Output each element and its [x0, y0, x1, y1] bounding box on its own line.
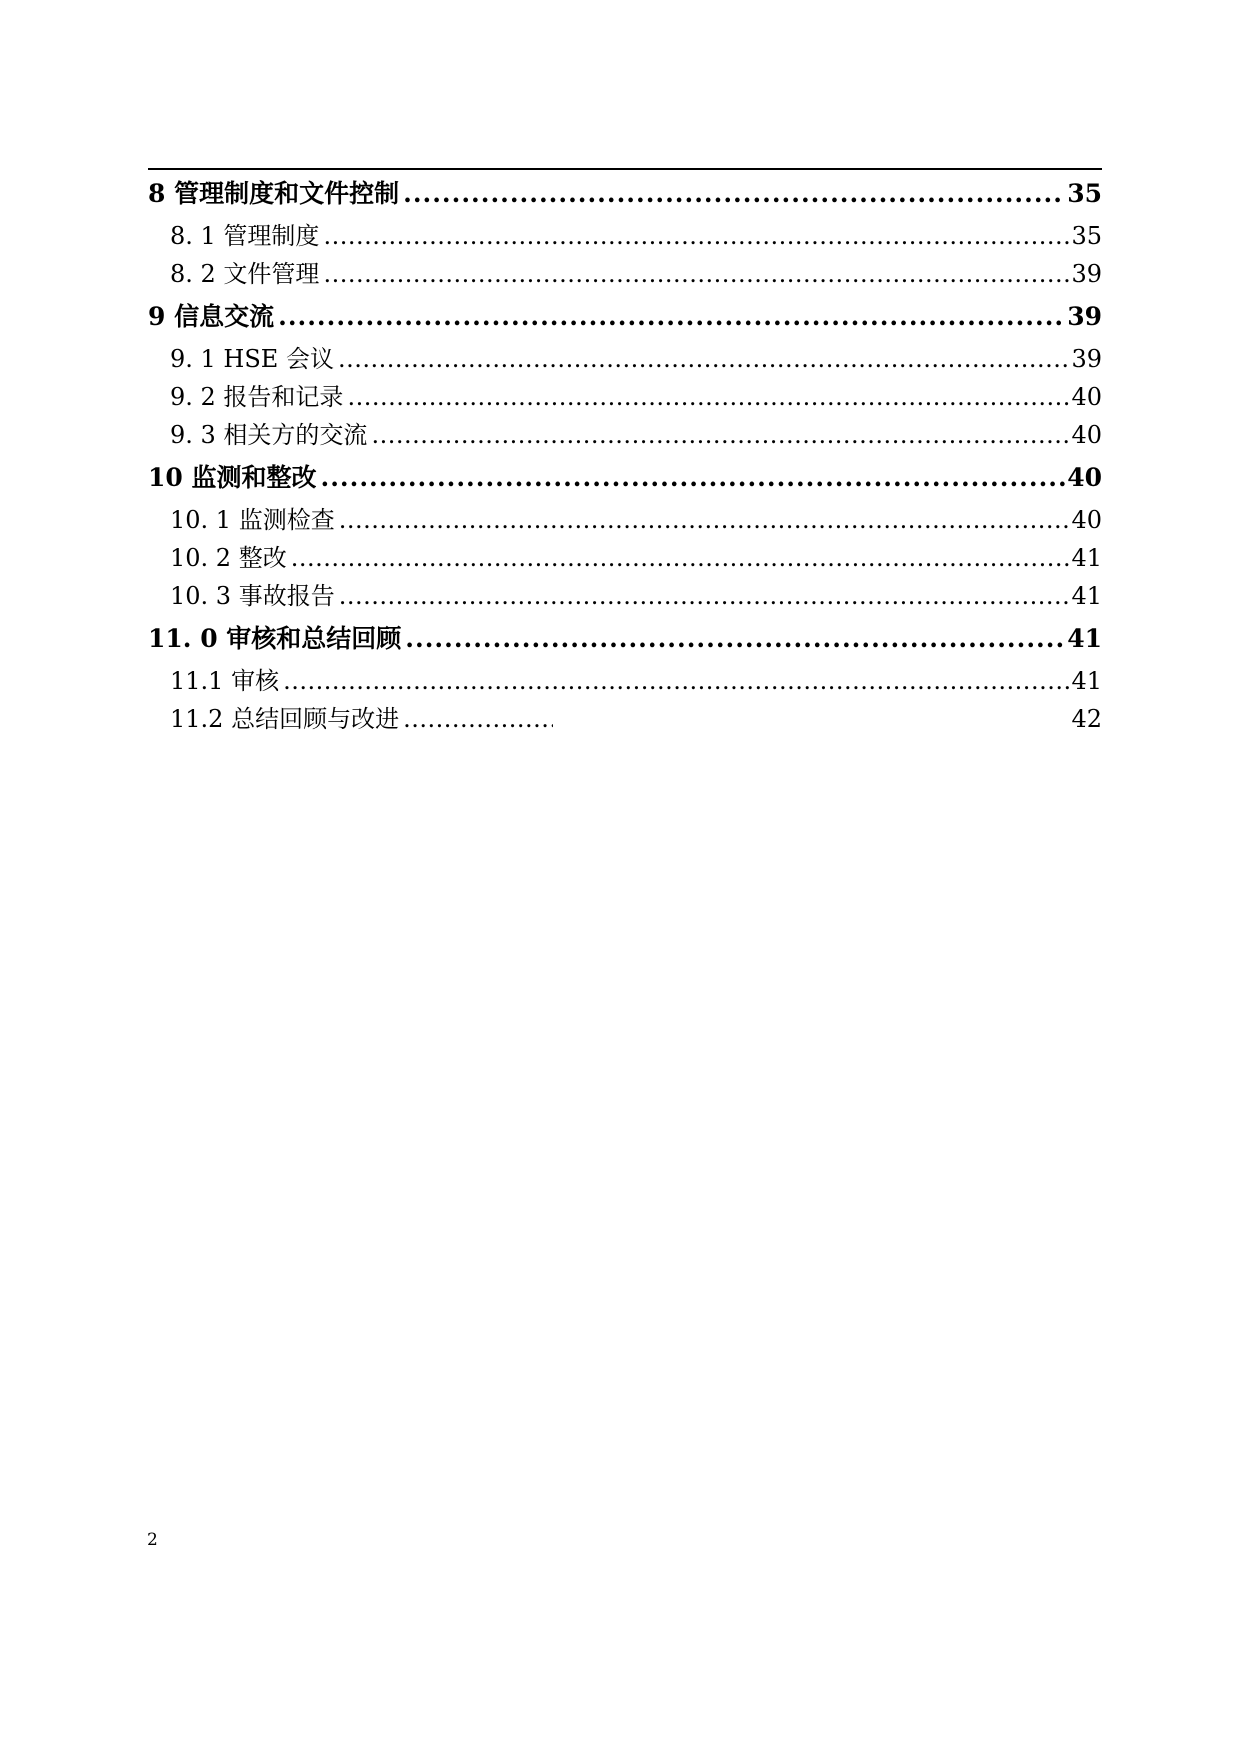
- toc-section-entry[interactable]: [148, 700, 1102, 738]
- toc-entry-page: 40: [1071, 506, 1102, 534]
- toc-section-entry[interactable]: [148, 539, 1102, 577]
- toc-entry-title: 10 监测和整改: [148, 463, 317, 492]
- toc-section-entry[interactable]: [148, 662, 1102, 700]
- toc-dot-leader: [338, 340, 1070, 378]
- toc-section-entry[interactable]: [148, 340, 1102, 378]
- toc-entry-page: 42: [1071, 705, 1102, 733]
- toc-dot-leader: [403, 700, 553, 738]
- toc-entry-title: 8. 2 文件管理: [170, 260, 320, 288]
- toc-entry-page: 39: [1071, 345, 1102, 373]
- toc-entry-page: 40: [1071, 421, 1102, 449]
- toc-chapter-entry[interactable]: [148, 293, 1102, 340]
- toc-dot-leader: [323, 255, 1069, 293]
- toc-dot-leader: [339, 501, 1070, 539]
- toc-entry-title: 9. 1 HSE 会议: [170, 345, 334, 373]
- toc-section-entry[interactable]: [148, 416, 1102, 454]
- toc-chapter-entry[interactable]: [148, 615, 1102, 662]
- toc-section-entry[interactable]: [148, 255, 1102, 293]
- toc-section-entry[interactable]: [148, 577, 1102, 615]
- toc-entry-title: 11. 0 审核和总结回顾: [148, 624, 402, 653]
- toc-dot-leader: [283, 662, 1069, 700]
- toc-dot-leader: [339, 577, 1070, 615]
- toc-dot-leader: [371, 416, 1069, 454]
- toc-section-entry[interactable]: [148, 378, 1102, 416]
- toc-entry-title: 11.2 总结回顾与改进: [170, 705, 400, 733]
- toc-entry-page: 41: [1071, 544, 1102, 572]
- toc-section-entry[interactable]: [148, 217, 1102, 255]
- toc-entry-title: 8. 1 管理制度: [170, 222, 320, 250]
- toc-entry-page: 39: [1067, 302, 1102, 331]
- toc-chapter-entry[interactable]: [148, 454, 1102, 501]
- toc-dot-leader: [323, 217, 1069, 255]
- toc-dot-leader: [403, 170, 1065, 217]
- toc-entry-title: 10. 1 监测检查: [170, 506, 335, 534]
- page-number: 2: [147, 1530, 158, 1550]
- toc-entry-title: 9. 3 相关方的交流: [170, 421, 368, 449]
- toc-entry-title: 10. 2 整改: [170, 544, 287, 572]
- toc-entry-page: 41: [1071, 667, 1102, 695]
- toc-dot-leader: [321, 454, 1066, 501]
- toc-dot-leader: [291, 539, 1070, 577]
- toc-dot-leader: [347, 378, 1069, 416]
- toc-entry-page: 35: [1071, 222, 1102, 250]
- toc-entry-page: 40: [1067, 463, 1102, 492]
- toc-section-entry[interactable]: [148, 501, 1102, 539]
- table-of-contents: [148, 168, 1102, 738]
- toc-entry-page: 35: [1067, 179, 1102, 208]
- toc-entry-page: 39: [1071, 260, 1102, 288]
- toc-entry-title: 9 信息交流: [148, 302, 275, 331]
- toc-entry-page: 41: [1071, 582, 1102, 610]
- toc-entry-title: 11.1 审核: [170, 667, 280, 695]
- toc-entry-page: 41: [1067, 624, 1102, 653]
- toc-entry-title: 9. 2 报告和记录: [170, 383, 344, 411]
- toc-chapter-entry[interactable]: [148, 170, 1102, 217]
- toc-dot-leader: [405, 615, 1065, 662]
- toc-entry-title: 8 管理制度和文件控制: [148, 179, 400, 208]
- toc-entry-page: 40: [1071, 383, 1102, 411]
- toc-dot-leader: [278, 293, 1065, 340]
- toc-entry-title: 10. 3 事故报告: [170, 582, 335, 610]
